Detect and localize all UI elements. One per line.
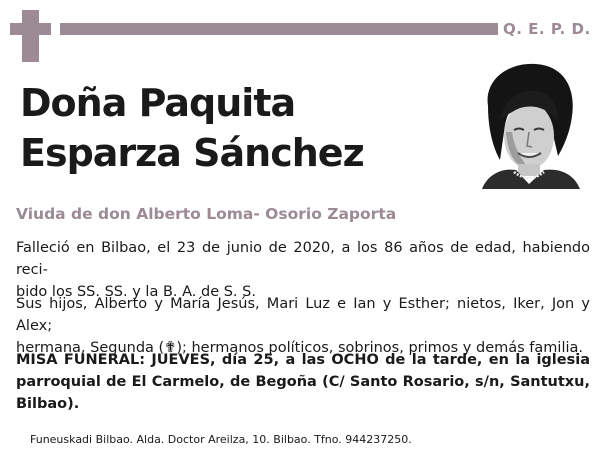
funeral-line-1: MISA FUNERAL: JUEVES, día 25, a las OCHO de la tarde, en la iglesia xyxy=(16,352,590,368)
death-line-1: Falleció en Bilbao, el 23 de junio de 2020, a los 86 años de edad, habiendo reci- xyxy=(16,240,590,278)
deceased-name xyxy=(20,78,364,178)
header-bar xyxy=(60,23,498,35)
name-line-1: Doña Paquita xyxy=(20,81,296,125)
family-line-2: hermana, Segunda (✟); hermanos políticos, sobrinos, primos y demás familia. xyxy=(16,340,583,356)
funeral-paragraph xyxy=(16,349,590,415)
funeral-line-2: parroquial de El Carmelo, de Begoña (C/ Santo Rosario, s/n, Santutxu, xyxy=(16,374,590,390)
cross-icon-vertical xyxy=(22,10,39,62)
funeral-home-footer: Funeuskadi Bilbao. Alda. Doctor Areilza, 10. Bilbao. Tfno. 944237250. xyxy=(30,433,412,446)
name-line-2: Esparza Sánchez xyxy=(20,131,364,175)
cross-icon-horizontal xyxy=(10,23,51,35)
widow-of-line: Viuda de don Alberto Loma- Osorio Zaporta xyxy=(16,205,397,223)
family-line-1: Sus hijos, Alberto y María Jesús, Mari Luz e Ian y Esther; nietos, Iker, Jon y Alex; xyxy=(16,296,590,334)
death-line-2: bido los SS. SS. y la B. A. de S. S. xyxy=(16,284,256,300)
portrait-image xyxy=(478,60,581,189)
qepd-label: Q. E. P. D. xyxy=(503,20,591,38)
portrait-photo xyxy=(478,60,581,189)
funeral-line-3: Bilbao). xyxy=(16,396,80,412)
